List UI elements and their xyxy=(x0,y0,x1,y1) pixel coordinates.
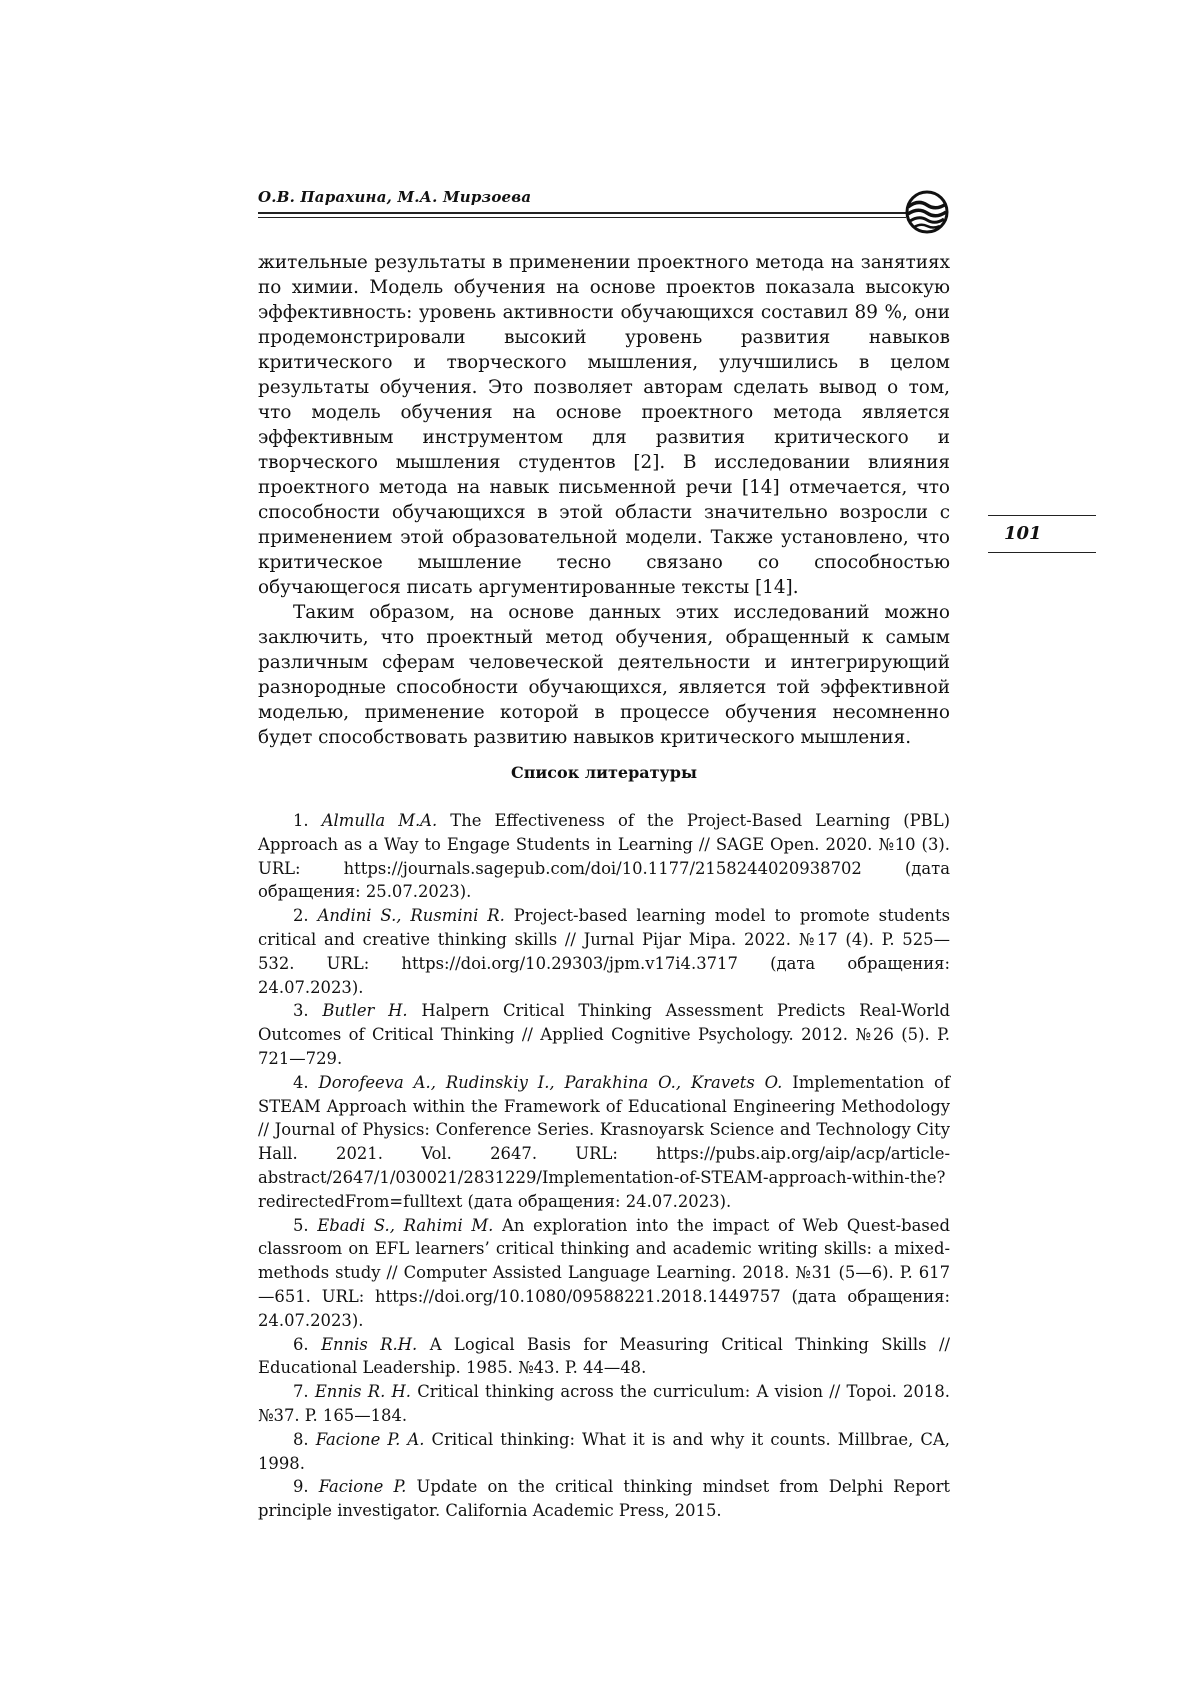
reference-authors: Dorofeeva A., Rudinskiy I., Parakhina O., Kravets O. xyxy=(318,1072,783,1092)
reference-authors: Andini S., Rusmini R. xyxy=(317,906,505,926)
reference-item xyxy=(258,1475,950,1523)
header-rule xyxy=(258,212,906,214)
reference-number: 4. xyxy=(293,1072,309,1092)
reference-authors: Ennis R. H. xyxy=(314,1382,411,1402)
page-number: 101 xyxy=(1004,523,1042,544)
reference-number: 5. xyxy=(293,1215,309,1235)
reference-text: Critical thinking: What it is and why it counts. Millbrae, CA, 1998. xyxy=(258,1429,950,1473)
reference-authors: Butler H. xyxy=(322,1001,408,1021)
reference-authors: Ennis R.H. xyxy=(321,1334,418,1354)
reference-item xyxy=(258,1380,950,1428)
header-authors: О.В. Парахина, М.А. Мирзоева xyxy=(258,188,532,206)
references-list xyxy=(258,809,950,1523)
reference-item xyxy=(258,1071,950,1214)
header-rule-thin xyxy=(258,217,906,218)
page-number-box xyxy=(988,515,1096,553)
reference-item xyxy=(258,999,950,1070)
reference-number: 1. xyxy=(293,811,309,830)
paragraph: Таким образом, на основе данных этих исследований можно заключить, что проектный метод обучения, обращенный к самым различным сферам человеческой деятельности и интегрирующий разнородные способности обучающихся, является той эффективной моделью, применение которой в процессе обучения несомненно будет способствовать развитию навыков критического мышления. xyxy=(258,602,950,748)
reference-item xyxy=(258,809,950,904)
reference-authors: Facione P. A. xyxy=(315,1429,425,1449)
reference-text: A Logical Basis for Measuring Critical Thinking Skills // Educational Leadership. 1985. №43. P. 44—48. xyxy=(258,1334,950,1378)
reference-text: An exploration into the impact of Web Quest-based classroom on EFL learners’ critical thinking and academic writing skills: a mixed-methods study // Computer Assisted Language Learning. 2018. №31 (5—6). P. 617—651. URL: https://doi.org/10.1080/09588221.2018.1449757 (дата обращения: 24.07.2023). xyxy=(258,1215,950,1330)
reference-text: Implementation of STEAM Approach within the Framework of Educational Engineering Methodology // Journal of Physics: Conference Series. Krasnoyarsk Science and Technology City Hall. 2021. Vol. 2647. URL: https://pubs.aip.org/aip/acp/article-abstract/2647/1/030021/2831229/Implementation-of-STEAM-approach-within-the?redirectedFrom=fulltext (дата обращения: 24.07.2023). xyxy=(258,1072,950,1211)
paragraph: жительные результаты в применении проектного метода на занятиях по химии. Модель обучения на основе проектов показала высокую эффективность: уровень активности обучающихся составил 89 %, они продемонстрировали высокий уровень развития навыков критического и творческого мышления, улучшились в целом результаты обучения. Это позволяет авторам сделать вывод о том, что модель обучения на основе проектного метода является эффективным инструментом для развития критического и творческого мышления студентов [2]. В исследовании влияния проектного метода на навык письменной речи [14] отмечается, что способности обучающихся в этой области значительно возросли с применением этой образовательной модели. Также установлено, что критическое мышление тесно связано со способностью обучающегося писать аргументированные тексты [14]. xyxy=(258,252,950,598)
reference-item xyxy=(258,1214,950,1333)
reference-number: 2. xyxy=(293,906,309,926)
reference-number: 8. xyxy=(293,1429,309,1449)
reference-item xyxy=(258,1428,950,1476)
reference-number: 3. xyxy=(293,1001,309,1021)
journal-logo-icon xyxy=(904,190,950,234)
reference-authors: Ebadi S., Rahimi M. xyxy=(317,1215,494,1235)
reference-authors: Facione P. xyxy=(318,1477,407,1497)
reference-number: 7. xyxy=(293,1382,309,1402)
reference-text: Project-based learning model to promote students critical and creative thinking skills // Jurnal Pijar Mipa. 2022. №17 (4). P. 525—532. URL: https://doi.org/10.29303/jpm.v17i4.3717 (дата обращения: 24.07.2023). xyxy=(258,906,950,997)
reference-item xyxy=(258,1333,950,1381)
reference-item xyxy=(258,904,950,999)
running-header xyxy=(258,186,950,226)
reference-number: 9. xyxy=(293,1477,309,1497)
reference-text: Update on the critical thinking mindset from Delphi Report principle investigator. California Academic Press, 2015. xyxy=(258,1477,951,1521)
reference-text: The Effectiveness of the Project-Based Learning (PBL) Approach as a Way to Engage Students in Learning // SAGE Open. 2020. №10 (3). URL: https://journals.sagepub.com/doi/10.1177/2158244020938702 (дата обращения: 25.07.2023). xyxy=(258,811,950,902)
reference-authors: Almulla M.A. xyxy=(321,811,438,830)
reference-text: Halpern Critical Thinking Assessment Predicts Real-World Outcomes of Critical Thinking // Applied Cognitive Psychology. 2012. №26 (5). P. 721—729. xyxy=(258,1001,950,1068)
references-title: Список литературы xyxy=(510,763,698,782)
body-text xyxy=(258,250,950,750)
reference-number: 6. xyxy=(293,1334,309,1354)
reference-text: Critical thinking across the curriculum: A vision // Topoi. 2018. №37. P. 165—184. xyxy=(258,1382,950,1425)
